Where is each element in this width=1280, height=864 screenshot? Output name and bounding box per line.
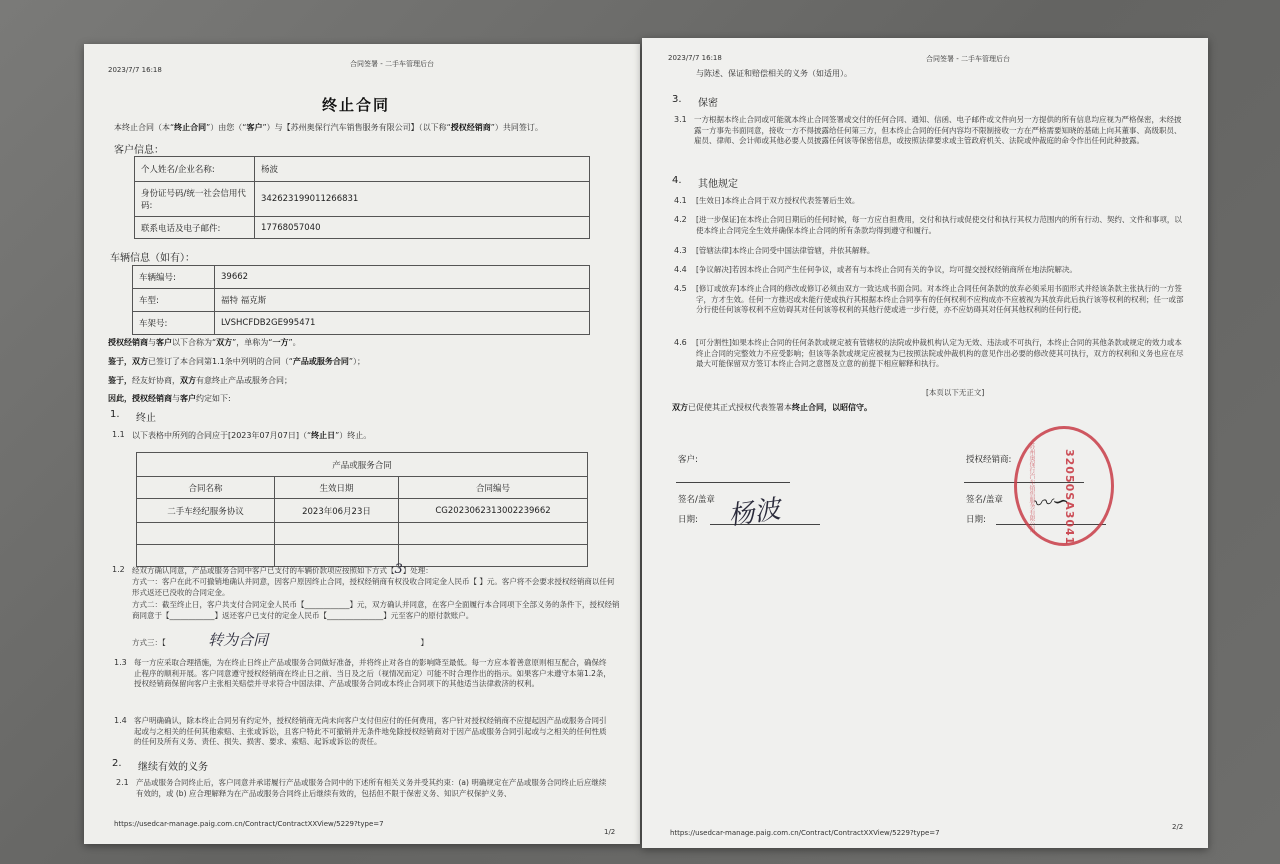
table-row bbox=[137, 523, 588, 545]
clause-1-1-number: 1.1 bbox=[112, 430, 125, 439]
field-value: 福特 福克斯 bbox=[215, 289, 590, 312]
clause-3-1-number: 3.1 bbox=[674, 115, 687, 124]
section-4-title: 其他规定 bbox=[698, 179, 738, 190]
table-row bbox=[135, 157, 590, 182]
clause-4-5-number: 4.5 bbox=[674, 284, 687, 293]
table-header-row bbox=[137, 477, 588, 499]
field-label: 身份证号码/统一社会信用代码: bbox=[135, 182, 255, 217]
clause-4-2-number: 4.2 bbox=[674, 215, 687, 224]
table-row bbox=[137, 453, 588, 477]
table-row bbox=[137, 545, 588, 567]
vehicle-info-table bbox=[132, 265, 590, 335]
contract-number-cell: CG2023062313002239662 bbox=[399, 499, 588, 523]
table-row bbox=[135, 217, 590, 239]
column-header: 合同名称 bbox=[137, 477, 275, 499]
section-2-title: 继续有效的义务 bbox=[138, 762, 208, 773]
footer-url: https://usedcar-manage.paig.com.cn/Contract/ContractXXView/5229?type=7 bbox=[670, 829, 940, 837]
field-label: 个人姓名/企业名称: bbox=[135, 157, 255, 182]
parties-clause: 授权经销商与客户以下合称为“双方”，单称为“一方”。 bbox=[108, 338, 301, 347]
clause-2-1-number: 2.1 bbox=[116, 778, 129, 787]
clause-1-4-text: 客户明确确认，除本终止合同另有约定外，授权经销商无尚未向客户支付但应付的任何费用，客户针对授权经销商不应提起因产品或服务合同引起或与之相关的任何其他索赔、主张或诉讼，且客户特此不可撤销并无条件地免除授权经销商对于因产品或服务合同引起或与之相关的任何性质的任何及所有义务、责任、损失、损害、要求、索赔、起诉或诉讼的责任。 bbox=[134, 716, 607, 746]
field-value: LVSHCFDB2GE995471 bbox=[215, 312, 590, 335]
stamp-company-text: 苏州奥保行汽车销售服务有限公司 bbox=[1028, 443, 1035, 533]
contract-page-2 bbox=[642, 38, 1208, 848]
handwritten-option-3: 转为合同 bbox=[208, 631, 269, 649]
contract-table-title: 产品或服务合同 bbox=[137, 453, 588, 477]
dealer-seal-label: 签名/盖章 bbox=[966, 495, 1003, 505]
signature-line bbox=[676, 482, 790, 483]
table-row bbox=[133, 289, 590, 312]
table-row bbox=[137, 499, 588, 523]
clause-1-3-number: 1.3 bbox=[114, 658, 127, 667]
intro-paragraph: 本终止合同（本“终止合同”）由您（“客户”）与【苏州奥保行汽车销售服务有限公司】（以下称“授权经销商”）共同签订。 bbox=[114, 123, 543, 132]
print-header-title: 合同签署 - 二手车管理后台 bbox=[350, 60, 434, 68]
field-value: 17768057040 bbox=[255, 217, 590, 239]
field-label: 车辆编号: bbox=[133, 266, 215, 289]
dealer-sign-label: 授权经销商: bbox=[966, 455, 1012, 465]
section-3-number: 3. bbox=[672, 94, 682, 105]
clause-1-2-intro: 经双方确认同意，产品或服务合同中客户已支付的车辆价款项应按照如下方式【3】处理： bbox=[132, 562, 433, 577]
customer-date-label: 日期: bbox=[678, 515, 698, 525]
section-4-number: 4. bbox=[672, 175, 682, 186]
table-row bbox=[135, 182, 590, 217]
footer-page-number: 2/2 bbox=[1172, 823, 1184, 831]
section-1-number: 1. bbox=[110, 409, 120, 420]
print-timestamp: 2023/7/7 16:18 bbox=[108, 66, 162, 74]
field-value: 杨波 bbox=[255, 157, 590, 182]
table-row bbox=[133, 266, 590, 289]
section-1-title: 终止 bbox=[136, 413, 156, 424]
field-label: 车型: bbox=[133, 289, 215, 312]
clause-4-3-number: 4.3 bbox=[674, 246, 687, 255]
vehicle-info-heading: 车辆信息（如有）： bbox=[110, 253, 195, 264]
no-text-below: [本页以下无正文] bbox=[926, 388, 985, 397]
contract-name-cell: 二手车经纪服务协议 bbox=[137, 499, 275, 523]
clause-1-4-number: 1.4 bbox=[114, 716, 127, 725]
table-row bbox=[133, 312, 590, 335]
clause-2-1-text: 产品或服务合同终止后，客户同意并承诺履行产品或服务合同中的下述所有相关义务并受其约束：(a) 明确规定在产品或服务合同终止后应继续有效的，或 (b) 应合理解释为在产品或服务合同终止后继续有效的，包括但不限于保密义务、知识产权保护义务、 bbox=[136, 778, 607, 798]
stamp-number: 32050SA3041 bbox=[1063, 449, 1076, 546]
customer-seal-label: 签名/盖章 bbox=[678, 495, 715, 505]
effective-date-cell: 2023年06月23日 bbox=[275, 499, 399, 523]
customer-info-table bbox=[134, 156, 590, 239]
contract-table bbox=[136, 452, 588, 567]
column-header: 合同编号 bbox=[399, 477, 588, 499]
dealer-handwritten-signature-icon: 〰∽ bbox=[1031, 488, 1071, 516]
footer-page-number: 1/2 bbox=[604, 828, 616, 836]
customer-info-heading: 客户信息： bbox=[114, 145, 164, 156]
clause-1-2-way-1: 方式一：客户在此不可撤销地确认并同意，因客户原因终止合同，授权经销商有权没收合同定金人民币【 】元。客户将不会要求授权经销商以任何形式返还已没收的合同定金。 bbox=[132, 577, 615, 597]
contract-page-1 bbox=[84, 44, 640, 844]
clause-4-6-text: [可分割性]如果本终止合同的任何条款或规定被有管辖权的法院或仲裁机构认定为无效、违法或不可执行，本终止合同的其他条款或规定的效力或本终止合同的完整效力不应受影响；但该等条款或规定应被视为已按照法院或仲裁机构的意见作出必要的修改使其可执行，双方的权利和义务也应在尽最大可能保留双方签订本终止合同之意图及立意的前提下相应解释和执行。 bbox=[696, 338, 1184, 368]
witness-clause: 双方已促使其正式授权代表签署本终止合同，以昭信守。 bbox=[672, 403, 872, 412]
clause-4-1-text: [生效日]本终止合同于双方授权代表签署后生效。 bbox=[696, 196, 860, 205]
clause-1-2-number: 1.2 bbox=[112, 565, 125, 574]
whereas-clause-2: 鉴于，经友好协商，双方有意终止产品或服务合同； bbox=[108, 376, 292, 385]
print-header-title: 合同签署 - 二手车管理后台 bbox=[926, 55, 1010, 63]
field-label: 联系电话及电子邮件: bbox=[135, 217, 255, 239]
print-timestamp: 2023/7/7 16:18 bbox=[668, 54, 722, 62]
field-value: 39662 bbox=[215, 266, 590, 289]
field-value: 342623199011266831 bbox=[255, 182, 590, 217]
whereas-clause-1: 鉴于，双方已签订了本合同第1.1条中列明的合同（“产品或服务合同”）； bbox=[108, 357, 366, 366]
footer-url: https://usedcar-manage.paig.com.cn/Contract/ContractXXView/5229?type=7 bbox=[114, 820, 384, 828]
section-2-number: 2. bbox=[112, 758, 122, 769]
clause-4-3-text: [管辖法律]本终止合同受中国法律管辖，并依其解释。 bbox=[696, 246, 875, 255]
clause-1-2-way-3: 方式三：【 转为合同 】 bbox=[132, 631, 429, 649]
clause-1-1-text: 以下表格中所列的合同应于[2023年07月07日]（“终止日”）终止。 bbox=[132, 431, 372, 440]
customer-handwritten-signature: 杨波 bbox=[726, 494, 783, 532]
field-label: 车架号: bbox=[133, 312, 215, 335]
customer-sign-label: 客户: bbox=[678, 455, 698, 465]
clause-4-5-text: [修订或放弃]本终止合同的修改或修订必须由双方一致达成书面合同。对本终止合同任何条款的放弃必须采用书面形式并经该条款主张执行的一方签字，方才生效。任何一方推迟或未能行使或执行其根据本终止合同享有的任何权利不应构成亦不应被视为其放弃此后执行该等权利的权利；任一或部分行使任何该等权利不应妨碍其对任何该等权利的其他行使或进一步行使，亦不应妨碍其对任何其他权利的任何行使。 bbox=[696, 284, 1184, 314]
handwritten-choice: 3 bbox=[394, 562, 403, 577]
clause-4-4-text: [争议解决]若因本终止合同产生任何争议，或者有与本终止合同有关的争议，均可提交授权经销商所在地法院解决。 bbox=[696, 265, 1077, 274]
clause-4-1-number: 4.1 bbox=[674, 196, 687, 205]
section-3-title: 保密 bbox=[698, 98, 718, 109]
continued-line: 与陈述、保证和赔偿相关的义务（如适用）。 bbox=[696, 69, 852, 78]
clause-3-1-text: 一方根据本终止合同或可能就本终止合同签署或交付的任何合同、通知、信函、电子邮件或文件向另一方提供的所有信息均应视为严格保密，未经披露一方事先书面同意，接收一方不得披露给任何第三方，但本终止合同的任何内容均不限制接收一方在严格需要知晓的基础上向其董事、高级职员、雇员、律师、会计师或其他必要人员披露任何该等保密信息，或按照法律要求或主管政府机关、法院或仲裁庭的命令作出任何此种披露。 bbox=[694, 115, 1182, 145]
therefore-clause: 因此，授权经销商与客户约定如下: bbox=[108, 394, 231, 403]
page-title: 终止合同 bbox=[322, 96, 391, 114]
clause-4-2-text: [进一步保证]在本终止合同日期后的任何时候，每一方应自担费用，交付和执行或促使交付和执行其权力范围内的所有行动、契约、文件和事项，以使本终止合同完全生效并确保本终止合同的所有条款均得到遵守和履行。 bbox=[696, 215, 1182, 235]
clause-4-4-number: 4.4 bbox=[674, 265, 687, 274]
column-header: 生效日期 bbox=[275, 477, 399, 499]
clause-1-3-text: 每一方应采取合理措施，为在终止日终止产品或服务合同做好准备，并将终止对各自的影响降至最低。每一方应本着善意原则相互配合，确保终止程序的顺利开展。客户同意遵守授权经销商在终止日之前、当日及之后（视情况而定）可能不时合理作出的指示。如果客户未遵守本第1.2条，授权经销商保留向客户主张相关赔偿并寻求符合中国法律、产品或服务合同或本终止合同项下的其他适当法律救济的权利。 bbox=[134, 658, 611, 688]
clause-1-2-way-2: 方式二：截至终止日，客户共支付合同定金人民币【____________】元，双方确认并同意，在客户全面履行本合同项下全部义务的条件下，授权经销商同意于【____________】返还客户已支付的定金人民币【_______________】元至客户的原付款账户。 bbox=[132, 600, 620, 620]
dealer-date-label: 日期: bbox=[966, 515, 986, 525]
clause-4-6-number: 4.6 bbox=[674, 338, 687, 347]
